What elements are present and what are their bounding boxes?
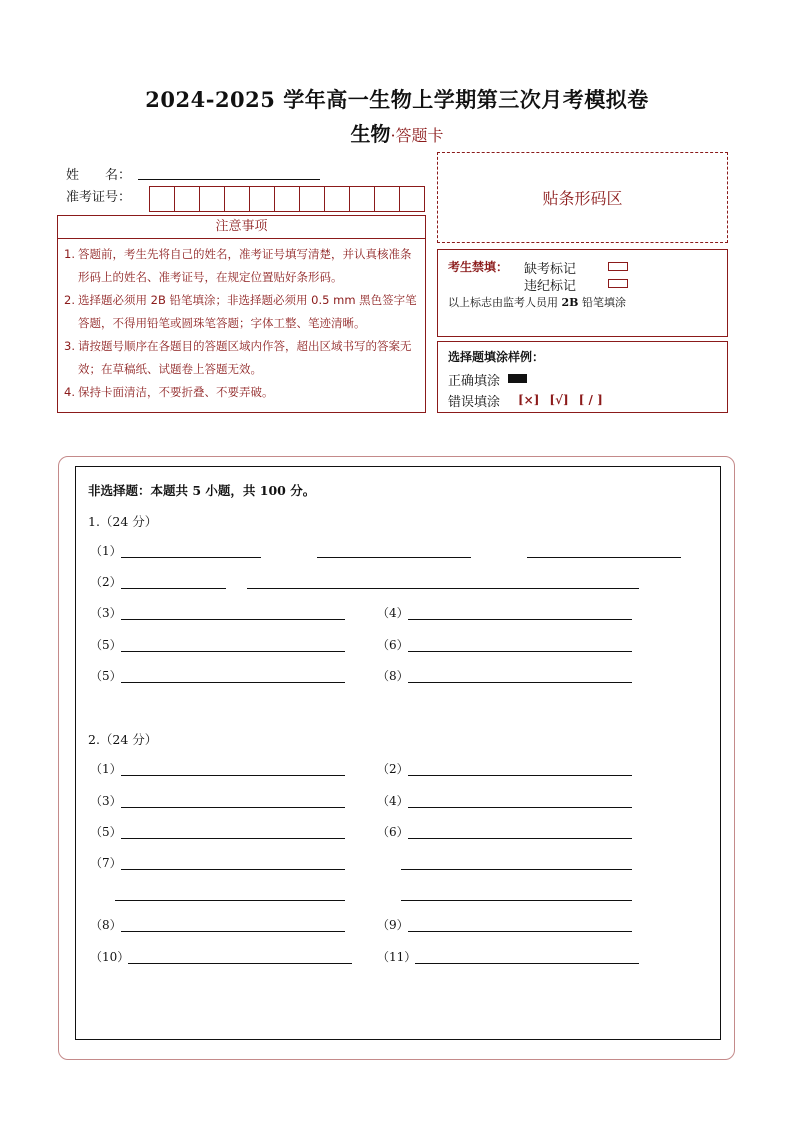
page-title: 2024-2025 学年高一生物上学期第三次月考模拟卷 [145,87,649,112]
wrong-mark: [×] [518,393,540,407]
name-label: 姓 名： [66,168,132,183]
example-title: 选择题填涂样例： [448,350,545,364]
answer-line[interactable] [408,618,632,620]
q2-part-label: （9） [377,918,409,932]
answer-line[interactable] [408,930,632,932]
answer-line[interactable] [408,774,632,776]
q2-part-label: （6） [377,825,409,839]
q2-part-label: （8） [90,918,122,932]
q1-part-label: （8） [377,669,409,683]
id-digit-box[interactable] [199,186,225,212]
id-digit-box[interactable] [399,186,425,212]
q2-part-label: （3） [90,794,122,808]
answer-line[interactable] [115,899,345,901]
proctor-title: 考生禁填： [448,260,509,274]
wrong-mark: [ / ] [578,393,603,407]
notice-item-text: 请按题号顺序在各题目的答题区域内作答，超出区域书写的答案无效；在草稿纸、试题卷上答题无效。 [78,339,412,376]
q2-part-label: （11） [377,950,417,964]
exam-id-boxes[interactable] [150,186,425,212]
answer-line[interactable] [408,806,632,808]
answer-heading: 非选择题：本题共 5 小题，共 100 分。 [88,483,316,498]
name-field[interactable] [138,178,320,180]
q1-part-label: （4） [377,606,409,620]
notice-item-number: 1. [64,247,75,261]
proctor-note-post: 铅笔填涂 [578,296,626,309]
id-digit-box[interactable] [274,186,300,212]
answer-line[interactable] [415,962,639,964]
barcode-label: 贴条形码区 [542,189,623,208]
id-digit-box[interactable] [149,186,175,212]
answer-line[interactable] [317,556,471,558]
answer-line[interactable] [247,587,639,589]
notice-item [64,381,419,404]
q1-part-label: （3） [90,606,122,620]
id-digit-box[interactable] [374,186,400,212]
proctor-note-pre: 以上标志由监考人员用 [448,296,562,309]
q2-part-label: （1） [90,762,122,776]
question-2-title: 2.（24 分） [88,732,158,747]
q1-part-label: （2） [90,575,122,589]
answer-line[interactable] [128,962,352,964]
q2-part-label: （4） [377,794,409,808]
violation-label: 违纪标记 [524,279,577,294]
notice-item [64,335,419,381]
notice-item-number: 4. [64,385,75,399]
q2-part-label: （10） [90,950,130,964]
answer-line[interactable] [121,587,226,589]
id-digit-box[interactable] [174,186,200,212]
notice-item [64,243,419,289]
notice-item-text: 答题前，考生先将自己的姓名，准考证号填写清楚，并认真核准条形码上的姓名、准考证号，在规定位置贴好条形码。 [78,247,412,284]
card-label: ·答题卡 [390,126,444,145]
notice-list [58,239,425,404]
id-digit-box[interactable] [349,186,375,212]
id-digit-box[interactable] [324,186,350,212]
id-digit-box[interactable] [224,186,250,212]
question-1-title: 1.（24 分） [88,514,158,529]
notice-item-text: 选择题必须用 2B 铅笔填涂；非选择题必须用 0.5 mm 黑色签字笔答题，不得用铅笔或圆珠笔答题；字体工整、笔迹清晰。 [78,293,417,330]
answer-line[interactable] [121,930,345,932]
answer-line[interactable] [121,618,345,620]
filled-mark-sample [508,374,527,383]
answer-line[interactable] [408,681,632,683]
answer-line[interactable] [401,868,632,870]
wrong-mark: [√] [549,393,569,407]
answer-line[interactable] [121,556,261,558]
answer-line[interactable] [527,556,681,558]
q1-part-label: （1） [90,544,122,558]
answer-line[interactable] [408,837,632,839]
id-digit-box[interactable] [299,186,325,212]
barcode-area [437,152,728,243]
wrong-label: 错误填涂 [448,395,501,410]
notice-item-number: 2. [64,293,75,307]
answer-line[interactable] [408,650,632,652]
page-subtitle [0,118,794,147]
absent-mark-box[interactable] [608,262,628,271]
answer-line[interactable] [121,681,345,683]
q1-part-label: （5） [90,638,122,652]
q2-part-label: （7） [90,856,122,870]
subject-label: 生物 [350,122,391,146]
answer-line[interactable] [121,774,345,776]
notice-item-number: 3. [64,339,75,353]
violation-mark-box[interactable] [608,279,628,288]
absent-label: 缺考标记 [524,262,577,277]
proctor-note [448,294,626,310]
correct-label: 正确填涂 [448,374,501,389]
answer-line[interactable] [121,806,345,808]
q1-part-label: （6） [377,638,409,652]
answer-line[interactable] [121,868,345,870]
id-digit-box[interactable] [249,186,275,212]
exam-id-label: 准考证号： [66,190,132,205]
answer-line[interactable] [121,650,345,652]
notice-item [64,289,419,335]
answer-line[interactable] [121,837,345,839]
notice-box [57,215,426,413]
q2-part-label: （2） [377,762,409,776]
notice-item-text: 保持卡面清洁，不要折叠、不要弄破。 [78,385,274,399]
answer-line[interactable] [401,899,632,901]
proctor-marks-box [437,249,728,337]
q2-part-label: （5） [90,825,122,839]
notice-title: 注意事项 [58,216,425,239]
q1-part-label: （5） [90,669,122,683]
wrong-marks [518,393,603,407]
fill-example-box [437,341,728,413]
proctor-note-bold: 2B [561,296,579,309]
